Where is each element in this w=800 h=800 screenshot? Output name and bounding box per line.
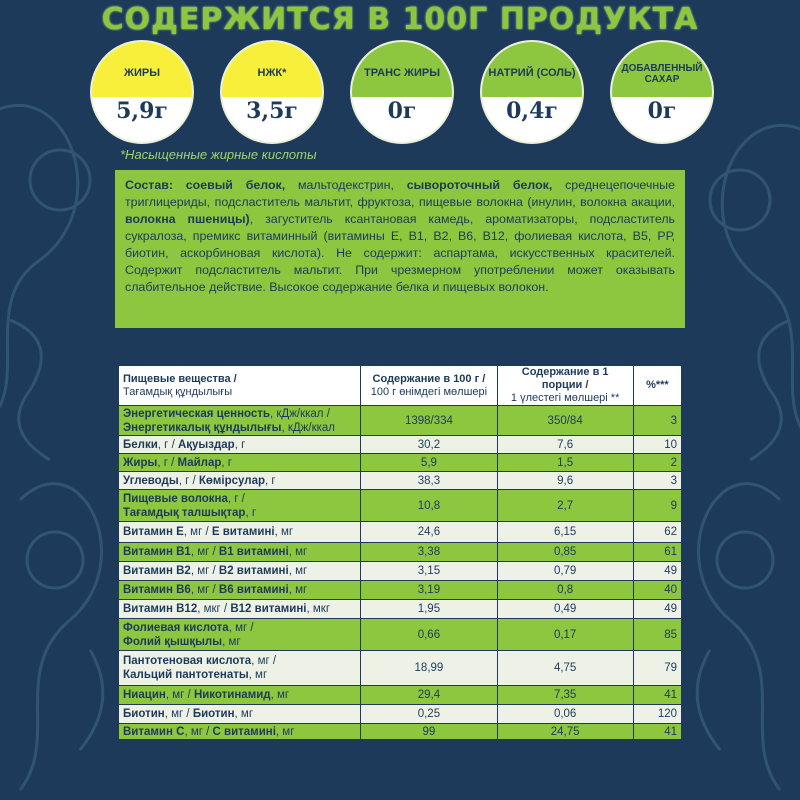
badge-label: НЖК* <box>222 42 322 97</box>
composition-text: волокна пшеницы) <box>125 212 250 226</box>
table-row <box>119 454 682 472</box>
cell-percent: 62 <box>633 522 681 543</box>
cell-per-100g: 10,8 <box>361 490 497 522</box>
cell-per-100g: 3,19 <box>361 581 497 600</box>
cell-nutrient: Биотин, мг / Биотин, мг <box>119 705 361 724</box>
footnote: *Насыщенные жирные кислоты <box>120 147 317 162</box>
cell-nutrient: Витамин В1, мг / В1 витамині, мг <box>119 543 361 562</box>
table-row <box>119 522 682 543</box>
cell-per-100g: 3,38 <box>361 543 497 562</box>
badge-value: 0,4г <box>506 98 558 124</box>
cell-per-portion: 0,49 <box>497 600 633 619</box>
badge-trans-fat <box>350 40 454 144</box>
cell-nutrient: Жиры, г / Майлар, г <box>119 454 361 472</box>
composition-text: , загуститель ксантановая камедь, ароматизаторы, подсластитель сукралоза, премикс витаминный (витамины Е, В1, В2, В6, В12, фолиевая кислота, В5, РР, биотин, аскорбиновая кислота). Не содержит: аспартама, искусственных красителей. Содержит подсластитель мальтит. При чрезмерном употреблении может оказывать слабительное действие. Высокое содержание белка и пищевых волокон. <box>125 212 675 294</box>
composition-box <box>115 170 685 328</box>
table-row <box>119 651 682 686</box>
cell-nutrient: Ниацин, мг / Никотинамид, мг <box>119 686 361 705</box>
cell-percent: 9 <box>633 490 681 522</box>
table-row <box>119 543 682 562</box>
cell-per-portion: 2,7 <box>497 490 633 522</box>
header-per-portion: Содержание в 1 порции / 1 үлестегі мөлшері ** <box>497 366 633 406</box>
cell-per-100g: 29,4 <box>361 686 497 705</box>
cell-per-portion: 6,15 <box>497 522 633 543</box>
badge-fat <box>90 40 194 144</box>
header-percent: %*** <box>633 366 681 406</box>
table-row <box>119 619 682 651</box>
cell-per-portion: 7,6 <box>497 436 633 454</box>
badge-value: 0г <box>387 98 417 124</box>
table-header-row <box>119 366 682 406</box>
cell-nutrient: Фолиевая кислота, мг / Фолий қышқылы, мг <box>119 619 361 651</box>
cell-per-100g: 0,25 <box>361 705 497 724</box>
cell-percent: 61 <box>633 543 681 562</box>
cell-per-100g: 1398/334 <box>361 406 497 436</box>
badge-value: 3,5г <box>246 98 298 124</box>
badge-label: НАТРИЙ (СОЛЬ) <box>482 42 582 97</box>
cell-nutrient: Витамин В6, мг / В6 витамині, мг <box>119 581 361 600</box>
badge-label: ЖИРЫ <box>92 42 192 97</box>
cell-nutrient: Пантотеновая кислота, мг / Кальций пантотенаты, мг <box>119 651 361 686</box>
cell-per-100g: 30,2 <box>361 436 497 454</box>
cell-per-100g: 1,95 <box>361 600 497 619</box>
badge-value: 5,9г <box>116 98 168 124</box>
cell-per-100g: 99 <box>361 724 497 740</box>
cell-percent: 120 <box>633 705 681 724</box>
cell-nutrient: Витамин В2, мг / В2 витамині, мг <box>119 562 361 581</box>
composition-text: среднецепочечные триглицериды, подсластитель мальтит, фруктоза, пищевые волокна (инулин, волокна акации, <box>125 178 675 209</box>
cell-per-portion: 7,35 <box>497 686 633 705</box>
badge-added-sugar <box>610 40 714 144</box>
composition-text: сывороточный белок, <box>406 178 553 192</box>
cell-per-100g: 24,6 <box>361 522 497 543</box>
cell-per-portion: 0,17 <box>497 619 633 651</box>
cell-percent: 3 <box>633 472 681 490</box>
page-title: СОДЕРЖИТСЯ В 100Г ПРОДУКТА <box>101 2 699 37</box>
table-row <box>119 406 682 436</box>
cell-percent: 10 <box>633 436 681 454</box>
cell-nutrient: Углеводы, г / Көмірсулар, г <box>119 472 361 490</box>
cell-per-portion: 0,8 <box>497 581 633 600</box>
cell-nutrient: Витамин Е, мг / Е витамині, мг <box>119 522 361 543</box>
composition-label: Состав: <box>125 178 173 192</box>
cell-per-100g: 18,99 <box>361 651 497 686</box>
badge-value: 0г <box>647 98 677 124</box>
cell-per-100g: 3,15 <box>361 562 497 581</box>
cell-nutrient: Пищевые волокна, г / Тағамдық талшықтар, г <box>119 490 361 522</box>
table-row <box>119 686 682 705</box>
cell-nutrient: Витамин С, мг / С витамині, мг <box>119 724 361 740</box>
table-row <box>119 436 682 454</box>
badge-label: ДОБАВЛЕННЫЙ САХАР <box>612 42 712 97</box>
table-row <box>119 705 682 724</box>
nutrient-badges <box>90 40 730 145</box>
badge-saturated-fat <box>220 40 324 144</box>
cell-per-portion: 9,6 <box>497 472 633 490</box>
cell-percent: 85 <box>633 619 681 651</box>
cell-percent: 3 <box>633 406 681 436</box>
nutrition-table <box>118 365 682 740</box>
cell-percent: 41 <box>633 724 681 740</box>
cell-per-portion: 0,85 <box>497 543 633 562</box>
cell-per-portion: 24,75 <box>497 724 633 740</box>
cell-percent: 2 <box>633 454 681 472</box>
cell-per-100g: 0,66 <box>361 619 497 651</box>
cell-per-100g: 38,3 <box>361 472 497 490</box>
cell-per-portion: 350/84 <box>497 406 633 436</box>
table-row <box>119 581 682 600</box>
cell-percent: 41 <box>633 686 681 705</box>
table-row <box>119 600 682 619</box>
composition-text: соевый белок, <box>185 178 286 192</box>
table-row <box>119 490 682 522</box>
badge-sodium <box>480 40 584 144</box>
cell-percent: 79 <box>633 651 681 686</box>
cell-per-portion: 4,75 <box>497 651 633 686</box>
composition-text: мальтодекстрин, <box>285 178 407 192</box>
cell-per-portion: 0,79 <box>497 562 633 581</box>
cell-per-100g: 5,9 <box>361 454 497 472</box>
cell-nutrient: Энергетическая ценность, кДж/ккал / Энергетикалық құндылығы, кДж/ккал <box>119 406 361 436</box>
cell-percent: 49 <box>633 562 681 581</box>
cell-percent: 49 <box>633 600 681 619</box>
header-nutrient: Пищевые вещества / Тағамдық құндылығы <box>119 366 361 406</box>
cell-per-portion: 0,06 <box>497 705 633 724</box>
cell-percent: 40 <box>633 581 681 600</box>
table-row <box>119 724 682 740</box>
cell-per-portion: 1,5 <box>497 454 633 472</box>
cell-nutrient: Витамин В12, мкг / В12 витамині, мкг <box>119 600 361 619</box>
header-per-100g: Содержание в 100 г / 100 г өнімдегі мөлшері <box>361 366 497 406</box>
table-row <box>119 562 682 581</box>
badge-label: ТРАНС ЖИРЫ <box>352 42 452 97</box>
table-row <box>119 472 682 490</box>
cell-nutrient: Белки, г / Ақуыздар, г <box>119 436 361 454</box>
